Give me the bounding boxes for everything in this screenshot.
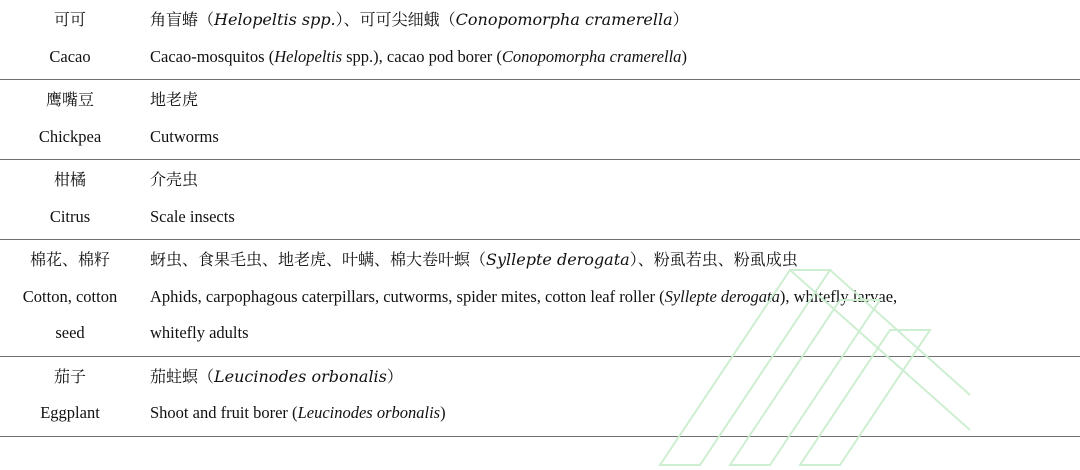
crop-name-zh: 鹰嘴豆	[45, 90, 94, 110]
table-row	[0, 359, 1080, 396]
table-row	[0, 279, 1080, 316]
pest-text-en: Aphids, carpophagous caterpillars, cutworms, spider mites, cotton leaf roller (Syllepte derogata), whitefly larvae,	[150, 286, 898, 306]
crop-name-en: Cotton, cotton	[22, 286, 118, 306]
crop-name-en: Cacao	[49, 46, 91, 66]
pest-text-zh: 介壳虫	[150, 170, 199, 190]
pest-text-en-cont: whitefly adults	[150, 323, 249, 342]
crop-name-zh: 棉花、棉籽	[29, 250, 110, 270]
table-row	[0, 82, 1080, 119]
row-group-citrus	[0, 160, 1080, 240]
table-row	[0, 199, 1080, 236]
table-row	[0, 162, 1080, 199]
crop-name-en: Chickpea	[38, 126, 102, 146]
pest-text-zh: 地老虎	[150, 90, 199, 110]
crop-name-en-cont: seed	[55, 323, 85, 342]
row-group-eggplant	[0, 357, 1080, 437]
pest-text-en: Scale insects	[150, 206, 235, 226]
pest-text-en: Cacao-mosquitos (Helopeltis spp.), cacao pod borer (Conopomorpha cramerella)	[150, 46, 687, 66]
pest-text-zh: 蚜虫、食果毛虫、地老虎、叶螨、棉大卷叶螟（Syllepte derogata）、粉虱若虫、粉虱成虫	[150, 250, 798, 270]
crop-name-zh: 可可	[53, 10, 86, 30]
row-group-cotton	[0, 240, 1080, 357]
table-row	[0, 242, 1080, 279]
pest-text-zh: 茄蛀螟（Leucinodes orbonalis）	[150, 366, 403, 386]
table-row	[0, 39, 1080, 76]
pest-text-zh: 角盲蝽（Helopeltis spp.）、可可尖细蛾（Conopomorpha cramerella）	[150, 10, 689, 30]
crop-name-en: Citrus	[49, 206, 91, 226]
table-row	[0, 2, 1080, 39]
row-group-cacao	[0, 0, 1080, 80]
pest-text-en: Shoot and fruit borer (Leucinodes orbonalis)	[150, 403, 446, 422]
crop-name-zh: 柑橘	[53, 170, 86, 190]
row-group-chickpea	[0, 80, 1080, 160]
table-row	[0, 395, 1080, 432]
crop-name-en: Eggplant	[40, 403, 100, 422]
pest-text-en: Cutworms	[150, 126, 219, 146]
crop-name-zh: 茄子	[53, 366, 86, 386]
table-row	[0, 119, 1080, 156]
table-row	[0, 315, 1080, 352]
